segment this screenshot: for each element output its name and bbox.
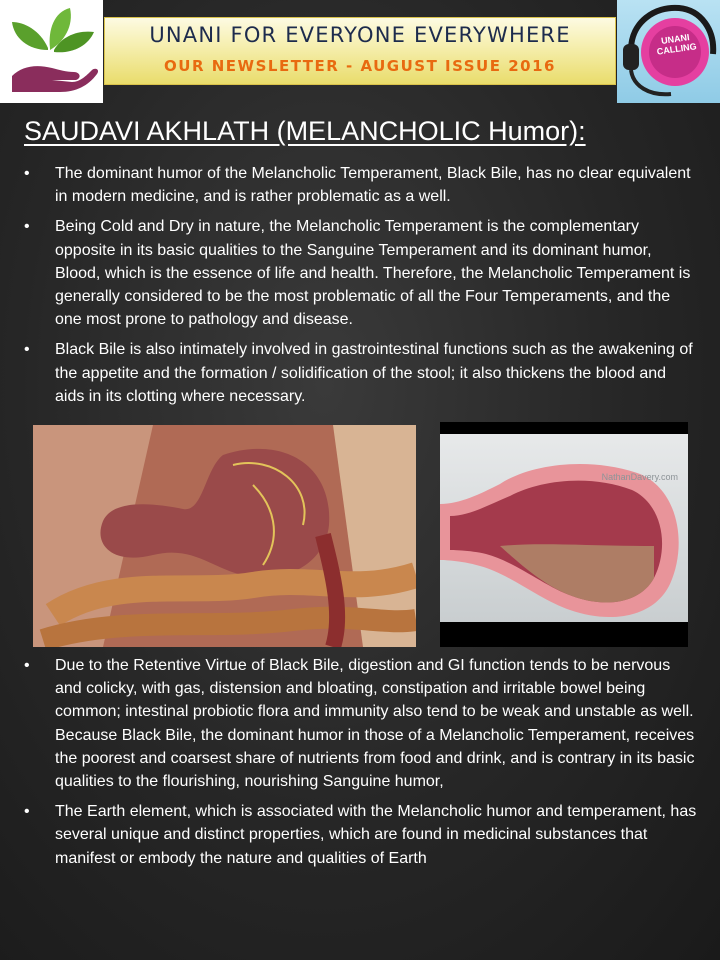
bullet-text: The dominant humor of the Melancholic Temperament, Black Bile, has no clear equivalent in modern medicine, and is rather problematic as a well. — [55, 165, 691, 206]
stomach-cross-section-illustration — [440, 434, 688, 622]
list-item — [0, 800, 720, 870]
hand-leaves-icon — [0, 0, 103, 103]
bullet-dot: • — [24, 803, 30, 821]
bullet-dot: • — [24, 657, 30, 674]
stomach-intestines-illustration — [33, 425, 416, 647]
image-panel — [440, 434, 688, 622]
page-title: SAUDAVI AKHLATH (MELANCHOLIC Humor): — [24, 116, 586, 146]
bullet-text: Due to the Retentive Virtue of Black Bile, digestion and GI function tends to be nervous and colicky, with gas, distension and bloating, constipation and irritable bowel being common; intestinal probiotic flora and immunity also tend to be weak and unstable as well. Because Black Bile, the dominant humor in those of a Melancholic Temperament, receives the poorest and coarsest share of nutrients from food and drink, and is contrary in its basic qualities to the flourishing, nourishing Sanguine humor, — [55, 657, 695, 791]
bullet-text: The Earth element, which is associated with the Melancholic humor and temperament, has several unique and distinct properties, which are found in medicinal substances that manifest or embody the nature and qualities of Earth — [55, 803, 697, 867]
right-logo — [617, 0, 720, 103]
bullet-dot: • — [24, 218, 30, 236]
bullet-dot: • — [24, 165, 30, 182]
image-watermark: NathanDavery.com — [601, 472, 678, 482]
list-item — [0, 654, 720, 793]
bullet-text: Black Bile is also intimately involved in gastrointestinal functions such as the awakening of the appetite and the formation / solidification of the stool; it also thickens the blood and aids in its clotting where necessary. — [55, 341, 693, 405]
list-item — [0, 338, 720, 408]
bullet-dot: • — [24, 341, 30, 359]
banner-title: UNANI FOR EVERYONE EVERYWHERE — [149, 23, 571, 47]
left-logo — [0, 0, 103, 103]
list-item — [0, 162, 720, 208]
bullet-text: Being Cold and Dry in nature, the Melancholic Temperament is the complementary opposite in its basic qualities to the Sanguine Temperament and its dominant humor, Blood, which is the essence of life and health. Therefore, the Melancholic Temperament is generally considered to be the most problematic of all the Four Temperaments, and the one most prone to pathology and disease. — [55, 218, 691, 329]
list-item — [0, 215, 720, 331]
digestive-system-image — [33, 425, 416, 647]
newsletter-banner — [104, 17, 616, 85]
bullet-list-top — [0, 162, 720, 415]
bullet-list-bottom — [0, 654, 720, 877]
stomach-cutaway-image — [440, 422, 688, 647]
right-logo-text: UNANI CALLING — [656, 32, 698, 57]
banner-subtitle: OUR NEWSLETTER - AUGUST ISSUE 2016 — [164, 57, 556, 75]
